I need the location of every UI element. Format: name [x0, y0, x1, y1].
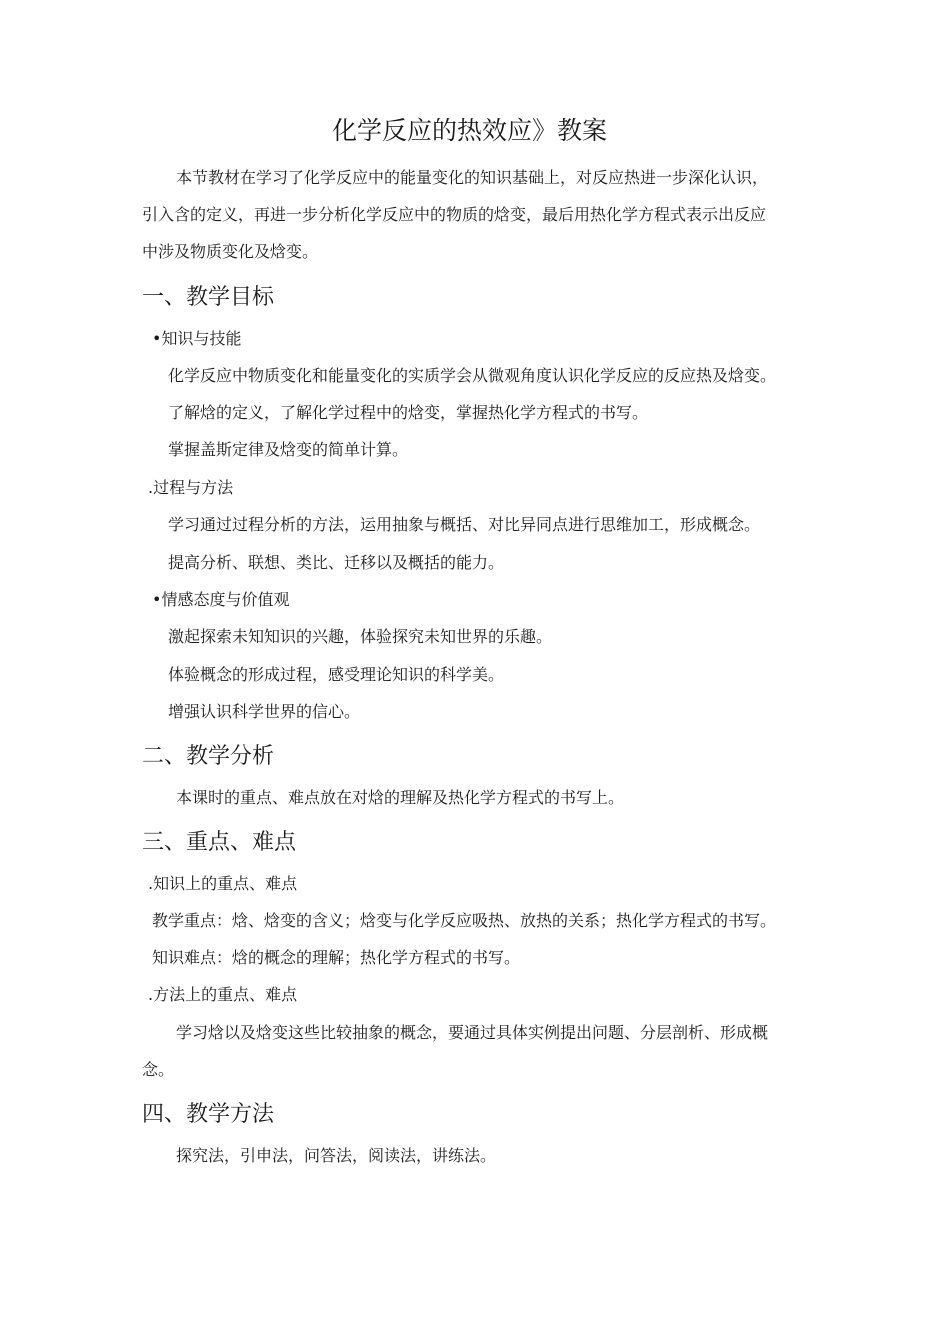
analysis-text: 本课时的重点、难点放在对焓的理解及热化学方程式的书写上。 [176, 788, 625, 807]
subheading-process-methods: .过程与方法 [148, 478, 234, 497]
subheading-method-key-points: .方法上的重点、难点 [148, 985, 298, 1004]
list-item: 体验概念的形成过程，感受理论知识的科学美。 [168, 665, 505, 684]
list-item: 增强认识科学世界的信心。 [168, 702, 361, 721]
section-heading-key-points: 三、重点、难点 [142, 830, 297, 855]
list-item: 化学反应中物质变化和能量变化的实质学会从微观角度认识化学反应的反应热及焓变。 [168, 366, 777, 385]
section-heading-analysis: 二、教学分析 [142, 744, 275, 769]
knowledge-difficulty: 知识难点：焓的概念的理解；热化学方程式的书写。 [152, 948, 521, 967]
teaching-key-point: 教学重点：焓、焓变的含义；焓变与化学反应吸热、放热的关系；热化学方程式的书写。 [152, 911, 777, 930]
list-item: 激起探索未知知识的兴趣，体验探究未知世界的乐趣。 [168, 627, 553, 646]
list-item: 提高分析、联想、类比、迁移以及概括的能力。 [168, 553, 505, 572]
method-paragraph-line-2: 念。 [142, 1060, 175, 1079]
method-paragraph-line-1: 学习焓以及焓变这些比较抽象的概念，要通过具体实例提出问题、分层剖析、形成概 [176, 1023, 769, 1042]
subheading-attitude-values: •情感态度与价值观 [152, 590, 290, 609]
subheading-knowledge-skills: •知识与技能 [152, 329, 242, 348]
intro-paragraph-line-3: 中涉及物质变化及焓变。 [142, 242, 319, 261]
list-item: 了解焓的定义，了解化学过程中的焓变，掌握热化学方程式的书写。 [168, 403, 649, 422]
list-item: 学习通过过程分析的方法，运用抽象与概括、对比异同点进行思维加工，形成概念。 [168, 515, 761, 534]
intro-paragraph-line-1: 本节教材在学习了化学反应中的能量变化的知识基础上，对反应热进一步深化认识， [176, 168, 769, 187]
methods-text: 探究法，引申法，问答法，阅读法，讲练法。 [176, 1146, 497, 1165]
section-heading-objectives: 一、教学目标 [142, 285, 275, 310]
document-title: 化学反应的热效应》教案 [332, 116, 608, 145]
section-heading-methods: 四、教学方法 [142, 1102, 275, 1127]
list-item: 掌握盖斯定律及焓变的简单计算。 [168, 440, 409, 459]
intro-paragraph-line-2: 引入含的定义，再进一步分析化学反应中的物质的焓变，最后用热化学方程式表示出反应 [142, 205, 767, 224]
subheading-knowledge-key-points: .知识上的重点、难点 [148, 874, 298, 893]
